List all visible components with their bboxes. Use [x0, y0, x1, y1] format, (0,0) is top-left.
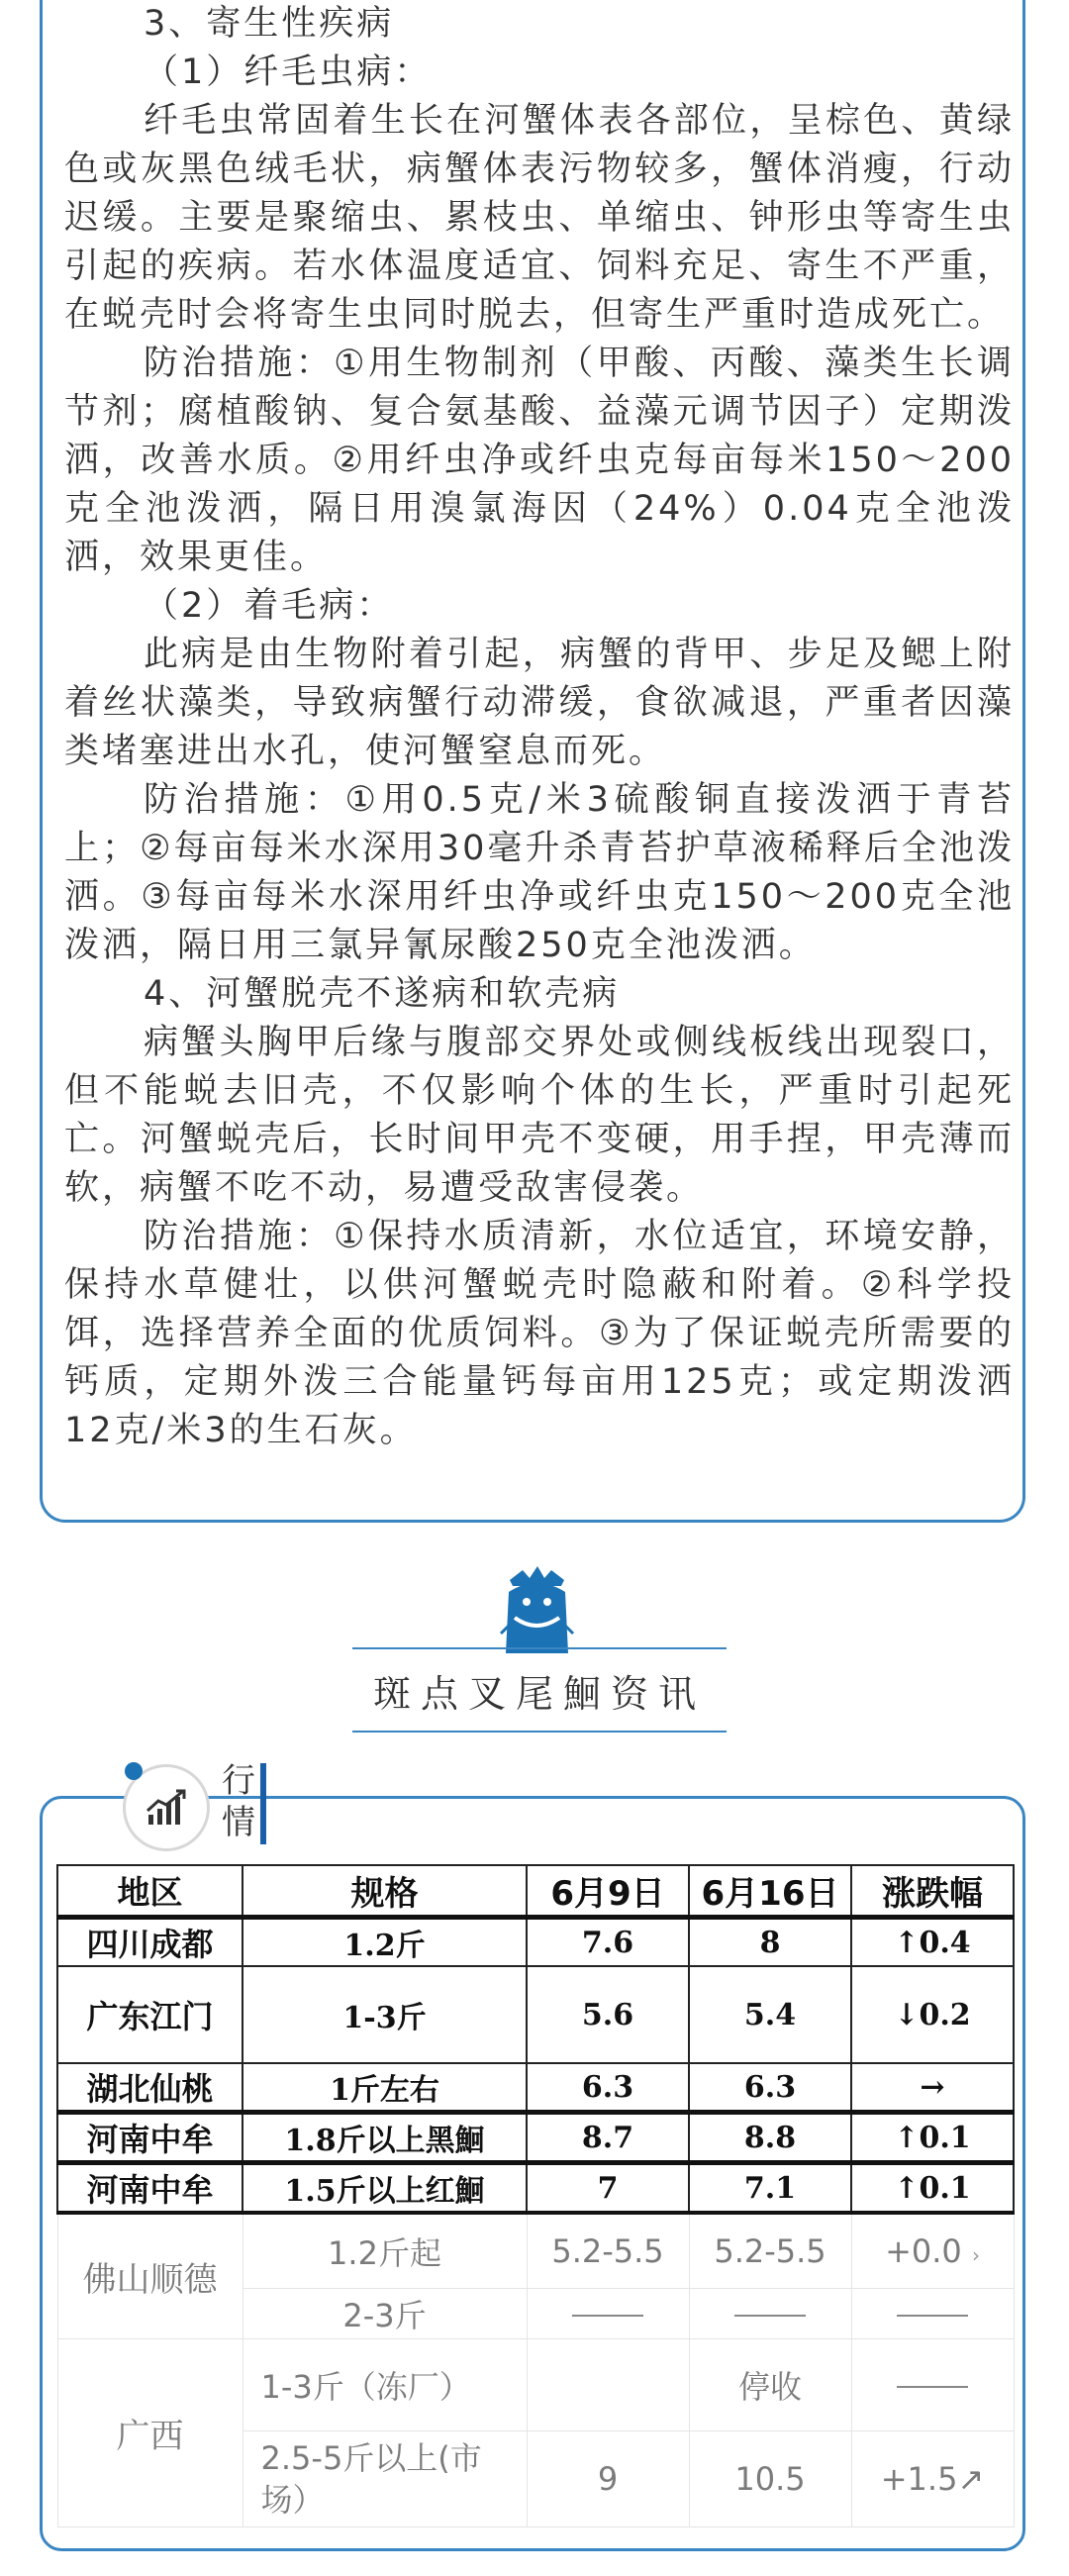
subsection-1-heading: （1）纤毛虫病：	[144, 52, 433, 92]
right-arrow-icon: →	[920, 2069, 945, 2105]
change-cell	[851, 2431, 1014, 2527]
region-cell: 广东江门	[57, 1966, 243, 2063]
price-cell	[689, 2289, 851, 2339]
trend-chart-icon	[145, 1789, 188, 1827]
badge-dot	[125, 1762, 143, 1780]
price-cell: 5.6	[527, 1966, 689, 2063]
up-arrow-icon: ↑	[894, 2120, 920, 2155]
change-cell	[851, 1918, 1014, 1967]
paragraph: 病蟹头胸甲后缘与腹部交界处或侧线板线出现裂口，但不能蜕去旧壳，不仅影响个体的生长，严重时引起死亡。河蟹蜕壳后，长时间甲壳不变硬，用手捏，甲壳薄而软，病蟹不吃不动，易遭受敌害侵袭。	[64, 1023, 1015, 1208]
region-cell: 河南中牟	[57, 2163, 243, 2214]
change-value: 0.4	[919, 1925, 971, 1960]
change-cell	[851, 2339, 1014, 2431]
price-cell: 7	[527, 2163, 689, 2214]
change-cell	[851, 1966, 1014, 2063]
header-date1: 6月9日	[527, 1865, 689, 1918]
spec-cell: 2.5-5斤以上(市场）	[243, 2431, 527, 2527]
change-value: +1.5	[880, 2460, 958, 2498]
table-row	[57, 2113, 1014, 2163]
up-right-arrow-icon: ↗	[957, 2460, 985, 2498]
spec-cell: 1.2斤起	[243, 2213, 527, 2289]
price-cell: 停收	[689, 2339, 851, 2431]
price-cell: 6.3	[527, 2063, 689, 2113]
price-cell: 8.7	[527, 2113, 689, 2163]
dash-icon	[897, 2315, 968, 2317]
fish-icon	[495, 1562, 579, 1653]
table-row	[57, 2163, 1014, 2214]
spec-cell: 1斤左右	[243, 2063, 527, 2113]
table-row	[57, 2063, 1014, 2113]
table-row	[57, 2213, 1014, 2289]
up-arrow-icon: ↑	[894, 1925, 920, 1960]
change-cell	[851, 2213, 1014, 2289]
price-cell: 10.5	[689, 2431, 851, 2527]
price-cell: 8.8	[689, 2113, 851, 2163]
change-cell	[851, 2063, 1014, 2113]
dash-icon	[572, 2315, 643, 2317]
section-title-box	[352, 1647, 727, 1733]
change-value: 0.2	[919, 1997, 971, 2032]
dash-icon	[897, 2386, 968, 2388]
change-cell	[851, 2163, 1014, 2214]
paragraph: 防治措施：①保持水质清新，水位适宜，环境安静，保持水草健壮，以供河蟹蜕壳时隐蔽和附着。②科学投饵，选择营养全面的优质饲料。③为了保证蜕壳所需要的钙质，定期外泼三合能量钙每亩用125克；或定期泼洒12克/米3的生石灰。	[64, 1217, 1015, 1450]
header-region: 地区	[57, 1865, 243, 1918]
badge-label: 行情	[222, 1761, 255, 1842]
paragraph: 此病是由生物附着引起，病蟹的背甲、步足及鳃上附着丝状藻类，导致病蟹行动滞缓，食欲减退，严重者因藻类堵塞进出水孔，使河蟹窒息而死。	[64, 635, 1015, 771]
spec-cell: 1.5斤以上红鮰	[243, 2163, 527, 2214]
table-row	[57, 2339, 1014, 2431]
price-cell: 8	[689, 1918, 851, 1967]
spec-cell: 2-3斤	[243, 2289, 527, 2339]
header-date2: 6月16日	[689, 1865, 851, 1918]
spec-cell: 1-3斤	[243, 1966, 527, 2063]
price-table	[56, 1864, 1015, 2527]
change-value: +0.0	[885, 2232, 962, 2270]
change-cell	[851, 2113, 1014, 2163]
price-cell	[527, 2289, 689, 2339]
price-cell: 5.4	[689, 1966, 851, 2063]
paragraph: 纤毛虫常固着生长在河蟹体表各部位，呈棕色、黄绿色或灰黑色绒毛状，病蟹体表污物较多，蟹体消瘦，行动迟缓。主要是聚缩虫、累枝虫、单缩虫、钟形虫等寄生虫引起的疾病。若水体温度适宜、饲料充足、寄生不严重，在蜕壳时会将寄生虫同时脱去，但寄生严重时造成死亡。	[64, 101, 1015, 335]
section-title: 斑点叉尾鮰资讯	[372, 1671, 706, 1716]
header-spec: 规格	[243, 1865, 527, 1918]
badge-bar	[260, 1763, 266, 1844]
spec-cell: 1-3斤（冻厂）	[243, 2339, 527, 2431]
price-cell: 7.6	[527, 1918, 689, 1967]
spec-cell: 1.2斤	[243, 1918, 527, 1967]
section-3-heading: 3、寄生性疾病	[144, 4, 395, 44]
up-arrow-icon: ↑	[894, 2170, 920, 2206]
region-cell: 河南中牟	[57, 2113, 243, 2163]
region-cell: 广西	[57, 2339, 243, 2527]
chevron-right-icon: ›	[971, 2243, 980, 2267]
dash-icon	[734, 2315, 806, 2317]
paragraph: 防治措施：①用0.5克/米3硫酸铜直接泼洒于青苔上；②每亩每米水深用30毫升杀青苔护草液稀释后全池泼洒。③每亩每米水深用纤虫净或纤虫克150～200克全池泼洒，隔日用三氯异氰尿酸250克全池泼洒。	[64, 780, 1015, 965]
table-row	[57, 1918, 1014, 1967]
region-cell: 四川成都	[57, 1918, 243, 1967]
paragraph: 防治措施：①用生物制剂（甲酸、丙酸、藻类生长调节剂；腐植酸钠、复合氨基酸、益藻元调节因子）定期泼洒，改善水质。②用纤虫净或纤虫克每亩每米150～200克全池泼洒，隔日用溴氯海因（24%）0.04克全池泼洒，效果更佳。	[64, 344, 1015, 577]
price-cell: 7.1	[689, 2163, 851, 2214]
spec-cell: 1.8斤以上黑鮰	[243, 2113, 527, 2163]
region-cell: 湖北仙桃	[57, 2063, 243, 2113]
price-cell: 9	[527, 2431, 689, 2527]
table-row	[57, 1966, 1014, 2063]
price-cell: 6.3	[689, 2063, 851, 2113]
down-arrow-icon: ↓	[894, 1997, 920, 2032]
change-value: 0.1	[919, 2120, 971, 2155]
region-cell: 佛山顺德	[57, 2213, 243, 2339]
price-cell: 5.2-5.5	[527, 2213, 689, 2289]
article-body	[64, 0, 1015, 1455]
price-cell	[527, 2339, 689, 2431]
table-header	[57, 1865, 1014, 1918]
change-value: 0.1	[919, 2170, 971, 2206]
subsection-2-heading: （2）着毛病：	[144, 586, 395, 626]
price-cell: 5.2-5.5	[689, 2213, 851, 2289]
change-cell	[851, 2289, 1014, 2339]
section-4-heading: 4、河蟹脱壳不遂病和软壳病	[144, 974, 621, 1014]
header-change: 涨跌幅	[851, 1865, 1014, 1918]
